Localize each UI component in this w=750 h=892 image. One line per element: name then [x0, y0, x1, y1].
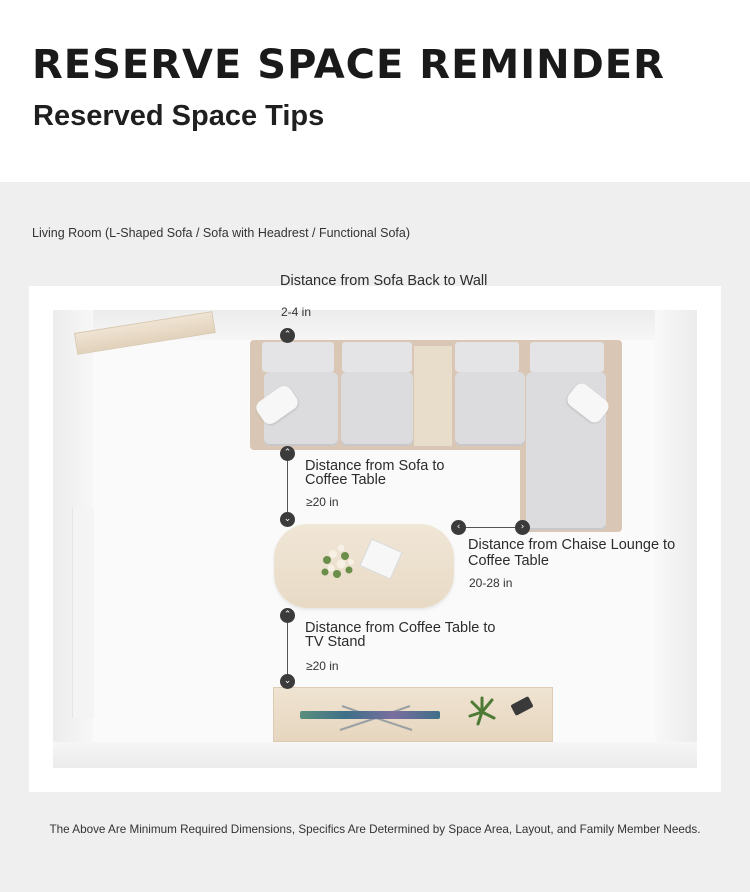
- sofa-console: [414, 346, 452, 446]
- sofa-backrest: [262, 342, 334, 372]
- door-opening: [72, 508, 94, 718]
- chevron-down-icon: ⌄: [280, 512, 295, 527]
- plant-icon: [466, 696, 498, 726]
- sofa-seat: [455, 372, 525, 446]
- chevron-down-icon: ⌄: [280, 674, 295, 689]
- label-line: Distance from Sofa to: [305, 458, 445, 474]
- chevron-right-icon: ›: [515, 520, 530, 535]
- label-line: Coffee Table: [305, 472, 386, 488]
- sofa-backrest: [342, 342, 412, 372]
- measure-value-chaise-table: 20-28 in: [469, 576, 513, 590]
- label-line: Coffee Table: [468, 553, 549, 569]
- measure-label-chaise-table: [468, 538, 675, 568]
- measure-value-sofa-table: ≥20 in: [306, 495, 339, 509]
- tv-screen: [300, 711, 440, 719]
- room-caption: Living Room (L-Shaped Sofa / Sofa with Headrest / Functional Sofa): [32, 226, 410, 240]
- measure-label-sofa-wall: Distance from Sofa Back to Wall: [280, 273, 488, 289]
- header: [0, 0, 750, 182]
- bottom-wall: [53, 742, 697, 768]
- flower-vase-icon: [315, 540, 361, 586]
- measure-label-sofa-table: [305, 459, 444, 487]
- sofa-backrest: [530, 342, 604, 372]
- footnote: The Above Are Minimum Required Dimensions, Specifics Are Determined by Space Area, Layout, and Family Member Needs.: [49, 823, 701, 836]
- label-line: Distance from Coffee Table to: [305, 620, 496, 636]
- chevron-up-icon: ⌃: [280, 446, 295, 461]
- chevron-up-icon: ⌃: [280, 608, 295, 623]
- tv-stand-legs-icon: [336, 704, 416, 734]
- label-line: Distance from Chaise Lounge to: [468, 537, 676, 553]
- measure-label-table-tv: [305, 621, 495, 649]
- sofa-seat: [341, 372, 413, 446]
- measure-value-table-tv: ≥20 in: [306, 659, 339, 673]
- page-title: RESERVE SPACE REMINDER: [32, 42, 665, 88]
- chevron-left-icon: ‹: [451, 520, 466, 535]
- measure-line: [287, 622, 288, 682]
- chevron-up-icon: ⌃: [280, 328, 295, 343]
- label-line: TV Stand: [305, 634, 366, 650]
- page-subtitle: Reserved Space Tips: [33, 100, 325, 132]
- measure-line: [287, 460, 288, 520]
- measure-value-sofa-wall: 2-4 in: [281, 305, 312, 319]
- sofa-backrest: [455, 342, 519, 372]
- measure-line: [465, 527, 519, 528]
